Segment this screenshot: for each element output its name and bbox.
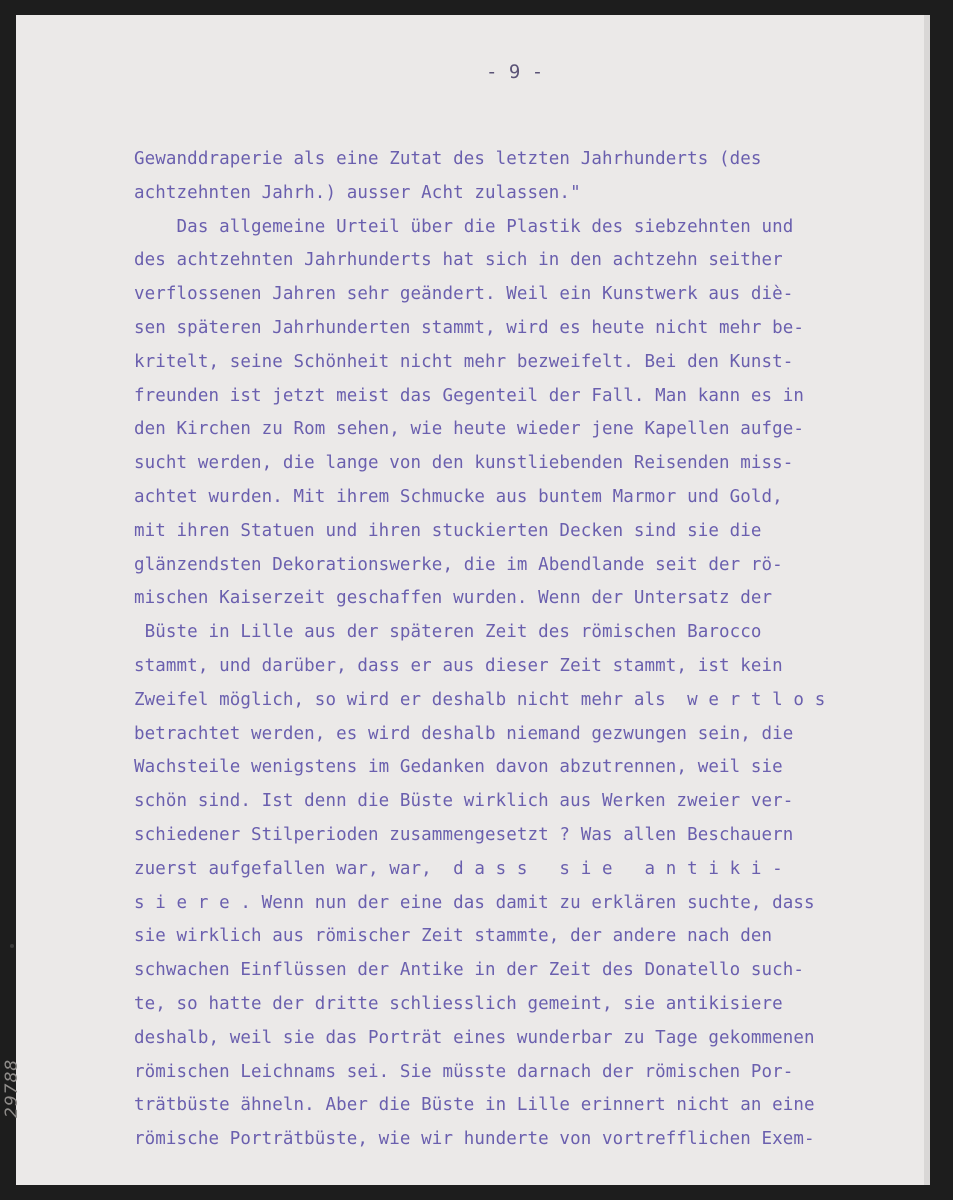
document-page xyxy=(16,15,930,1185)
text-line: trätbüste ähneln. Aber die Büste in Lille erinnert nicht an eine xyxy=(134,1095,815,1116)
text-line: römischen Leichnams sei. Sie müsste darnach der römischen Por- xyxy=(134,1061,794,1082)
text-line: den Kirchen zu Rom sehen, wie heute wieder jene Kapellen aufge- xyxy=(134,419,805,440)
text-line: sucht werden, die lange von den kunstliebenden Reisenden miss- xyxy=(134,453,794,474)
text-line: römische Porträtbüste, wie wir hunderte von vortrefflichen Exem- xyxy=(134,1129,815,1150)
pencil-annotation: 29788 xyxy=(2,1058,22,1118)
text-line: Zweifel möglich, so wird er deshalb nicht mehr als w e r t l o s xyxy=(134,689,826,710)
text-line: achtzehnten Jahrh.) ausser Acht zulassen." xyxy=(134,182,581,203)
text-line: freunden ist jetzt meist das Gegenteil der Fall. Man kann es in xyxy=(134,385,805,406)
text-line: glänzendsten Dekorationswerke, die im Abendlande seit der rö- xyxy=(134,554,783,575)
text-line: des achtzehnten Jahrhunderts hat sich in den achtzehn seither xyxy=(134,250,783,271)
text-line: sen späteren Jahrhunderten stammt, wird es heute nicht mehr be- xyxy=(134,317,805,338)
text-line: sie wirklich aus römischer Zeit stammte, der andere nach den xyxy=(134,926,773,947)
text-line: mit ihren Statuen und ihren stuckierten Decken sind sie die xyxy=(134,520,762,541)
text-line: schön sind. Ist denn die Büste wirklich aus Werken zweier ver- xyxy=(134,791,794,812)
text-line: zuerst aufgefallen war, war, d a s s s i e a n t i k i - xyxy=(134,858,783,879)
text-line: kritelt, seine Schönheit nicht mehr bezweifelt. Bei den Kunst- xyxy=(134,351,794,372)
text-line: betrachtet werden, es wird deshalb niemand gezwungen sein, die xyxy=(134,723,794,744)
text-line: achtet wurden. Mit ihrem Schmucke aus buntem Marmor und Gold, xyxy=(134,486,783,507)
text-line: deshalb, weil sie das Porträt eines wunderbar zu Tage gekommenen xyxy=(134,1027,815,1048)
page-edge xyxy=(924,15,930,1185)
text-line: stammt, und darüber, dass er aus dieser Zeit stammt, ist kein xyxy=(134,655,783,676)
text-line: Büste in Lille aus der späteren Zeit des römischen Barocco xyxy=(134,622,762,643)
text-line: Das allgemeine Urteil über die Plastik des siebzehnten und xyxy=(134,216,794,237)
text-line: mischen Kaiserzeit geschaffen wurden. Wenn der Untersatz der xyxy=(134,588,773,609)
text-line: s i e r e . Wenn nun der eine das damit zu erklären suchte, dass xyxy=(134,892,815,913)
typewritten-text xyxy=(134,143,825,1157)
text-line: te, so hatte der dritte schliesslich gemeint, sie antikisiere xyxy=(134,993,783,1014)
text-line: schiedener Stilperioden zusammengesetzt ? Was allen Beschauern xyxy=(134,824,794,845)
text-line: schwachen Einflüssen der Antike in der Zeit des Donatello such- xyxy=(134,960,805,981)
page-number: - 9 - xyxy=(486,61,544,83)
text-line: Wachsteile wenigstens im Gedanken davon abzutrennen, weil sie xyxy=(134,757,783,778)
ink-dot xyxy=(10,944,14,948)
text-line: Gewanddraperie als eine Zutat des letzten Jahrhunderts (des xyxy=(134,149,762,169)
text-line: verflossenen Jahren sehr geändert. Weil ein Kunstwerk aus diè- xyxy=(134,284,794,305)
